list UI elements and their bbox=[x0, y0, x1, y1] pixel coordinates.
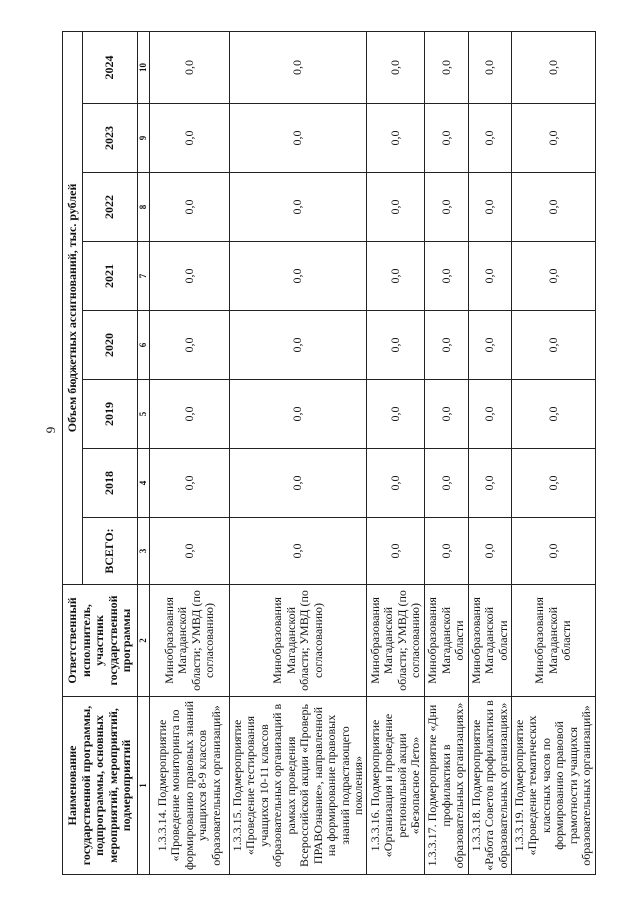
row-value: 0,0 bbox=[367, 173, 425, 242]
header-year: 2020 bbox=[83, 311, 138, 380]
table-row bbox=[230, 31, 367, 874]
row-value: 0,0 bbox=[230, 31, 367, 103]
row-value: 0,0 bbox=[512, 173, 596, 242]
column-index: 7 bbox=[138, 242, 150, 311]
row-value: 0,0 bbox=[230, 449, 367, 518]
row-value: 0,0 bbox=[367, 242, 425, 311]
row-value: 0,0 bbox=[150, 380, 230, 449]
row-value: 0,0 bbox=[468, 311, 511, 380]
row-value: 0,0 bbox=[425, 242, 468, 311]
row-value: 0,0 bbox=[468, 31, 511, 103]
header-year: 2019 bbox=[83, 380, 138, 449]
row-value: 0,0 bbox=[512, 311, 596, 380]
row-name: 1.3.3.17. Подмероприятие «Дни профилактики в образовательных организациях» bbox=[425, 697, 468, 875]
column-index: 10 bbox=[138, 31, 150, 103]
row-executor: Минобразования Магаданской области; УМВД (по согласованию) bbox=[367, 585, 425, 697]
column-index: 4 bbox=[138, 449, 150, 518]
row-value: 0,0 bbox=[150, 104, 230, 173]
row-value: 0,0 bbox=[425, 449, 468, 518]
row-value: 0,0 bbox=[425, 104, 468, 173]
header-year: 2022 bbox=[83, 173, 138, 242]
row-value: 0,0 bbox=[512, 242, 596, 311]
row-value: 0,0 bbox=[150, 173, 230, 242]
row-value: 0,0 bbox=[150, 31, 230, 103]
row-executor: Минобразования Магаданской области bbox=[512, 585, 596, 697]
header-budget-group: Объем бюджетных ассигнований, тыс. рублей bbox=[63, 31, 83, 584]
row-value: 0,0 bbox=[512, 31, 596, 103]
row-value: 0,0 bbox=[512, 449, 596, 518]
rotated-table-area bbox=[62, 32, 594, 875]
row-name: 1.3.3.16. Подмероприятие «Организация и проведение региональной акции «Безопасное Лето» bbox=[367, 697, 425, 875]
row-name: 1.3.3.19. Подмероприятие «Проведение тематических классных часов по формированию правовой грамотности учащихся образовательных организаций» bbox=[512, 697, 596, 875]
column-index: 5 bbox=[138, 380, 150, 449]
header-year: 2018 bbox=[83, 449, 138, 518]
row-value: 0,0 bbox=[425, 380, 468, 449]
row-name: 1.3.3.18. Подмероприятие «Работа Советов профилактики в образовательных организациях» bbox=[468, 697, 511, 875]
header-executor: Ответственный исполнитель, участник государственной программы bbox=[63, 585, 138, 697]
row-value: 0,0 bbox=[230, 173, 367, 242]
header-year: 2021 bbox=[83, 242, 138, 311]
header-year: 2023 bbox=[83, 104, 138, 173]
row-value: 0,0 bbox=[150, 449, 230, 518]
row-value: 0,0 bbox=[468, 173, 511, 242]
row-value: 0,0 bbox=[468, 242, 511, 311]
header-total: ВСЕГО: bbox=[83, 518, 138, 585]
row-name: 1.3.3.15. Подмероприятие «Проведение тестирования учащихся 10-11 классов образовательных организаций в рамках проведения Всероссийской акции «Проверь ПРАВОзнание», направленной на формирование правовых знаний подрастающего поколения» bbox=[230, 697, 367, 875]
row-total: 0,0 bbox=[230, 518, 367, 585]
row-executor: Минобразования Магаданской области; УМВД (по согласованию) bbox=[230, 585, 367, 697]
table-row bbox=[512, 31, 596, 874]
row-value: 0,0 bbox=[425, 311, 468, 380]
row-value: 0,0 bbox=[230, 104, 367, 173]
row-value: 0,0 bbox=[468, 449, 511, 518]
column-index: 9 bbox=[138, 104, 150, 173]
row-value: 0,0 bbox=[425, 31, 468, 103]
table-row bbox=[367, 31, 425, 874]
row-executor: Минобразования Магаданской области; УМВД (по согласованию) bbox=[150, 585, 230, 697]
row-value: 0,0 bbox=[512, 104, 596, 173]
table-container bbox=[62, 32, 594, 875]
row-total: 0,0 bbox=[425, 518, 468, 585]
table-row bbox=[150, 31, 230, 874]
row-value: 0,0 bbox=[367, 380, 425, 449]
page-number: 9 bbox=[43, 426, 58, 434]
header-name: Наименование государственной программы, подпрограммы, основных мероприятий, мероприятий, подмероприятий bbox=[63, 697, 138, 875]
row-value: 0,0 bbox=[468, 380, 511, 449]
row-value: 0,0 bbox=[512, 380, 596, 449]
table-row bbox=[468, 31, 511, 874]
column-index: 3 bbox=[138, 518, 150, 585]
column-index: 6 bbox=[138, 311, 150, 380]
row-total: 0,0 bbox=[150, 518, 230, 585]
budget-table bbox=[62, 31, 596, 875]
table-row bbox=[425, 31, 468, 874]
row-value: 0,0 bbox=[367, 311, 425, 380]
column-index: 1 bbox=[138, 697, 150, 875]
row-total: 0,0 bbox=[512, 518, 596, 585]
row-value: 0,0 bbox=[425, 173, 468, 242]
row-total: 0,0 bbox=[367, 518, 425, 585]
column-index: 2 bbox=[138, 585, 150, 697]
row-name: 1.3.3.14. Подмероприятие «Проведение мониторинга по формированию правовых знаний учащихся 8-9 классов образовательных организаций» bbox=[150, 697, 230, 875]
row-value: 0,0 bbox=[468, 104, 511, 173]
row-value: 0,0 bbox=[367, 31, 425, 103]
row-value: 0,0 bbox=[230, 242, 367, 311]
row-value: 0,0 bbox=[230, 380, 367, 449]
row-value: 0,0 bbox=[150, 242, 230, 311]
column-index: 8 bbox=[138, 173, 150, 242]
row-value: 0,0 bbox=[230, 311, 367, 380]
row-value: 0,0 bbox=[367, 104, 425, 173]
row-value: 0,0 bbox=[150, 311, 230, 380]
row-executor: Минобразования Магаданской области bbox=[468, 585, 511, 697]
row-value: 0,0 bbox=[367, 449, 425, 518]
header-year: 2024 bbox=[83, 31, 138, 103]
row-executor: Минобразования Магаданской области bbox=[425, 585, 468, 697]
row-total: 0,0 bbox=[468, 518, 511, 585]
